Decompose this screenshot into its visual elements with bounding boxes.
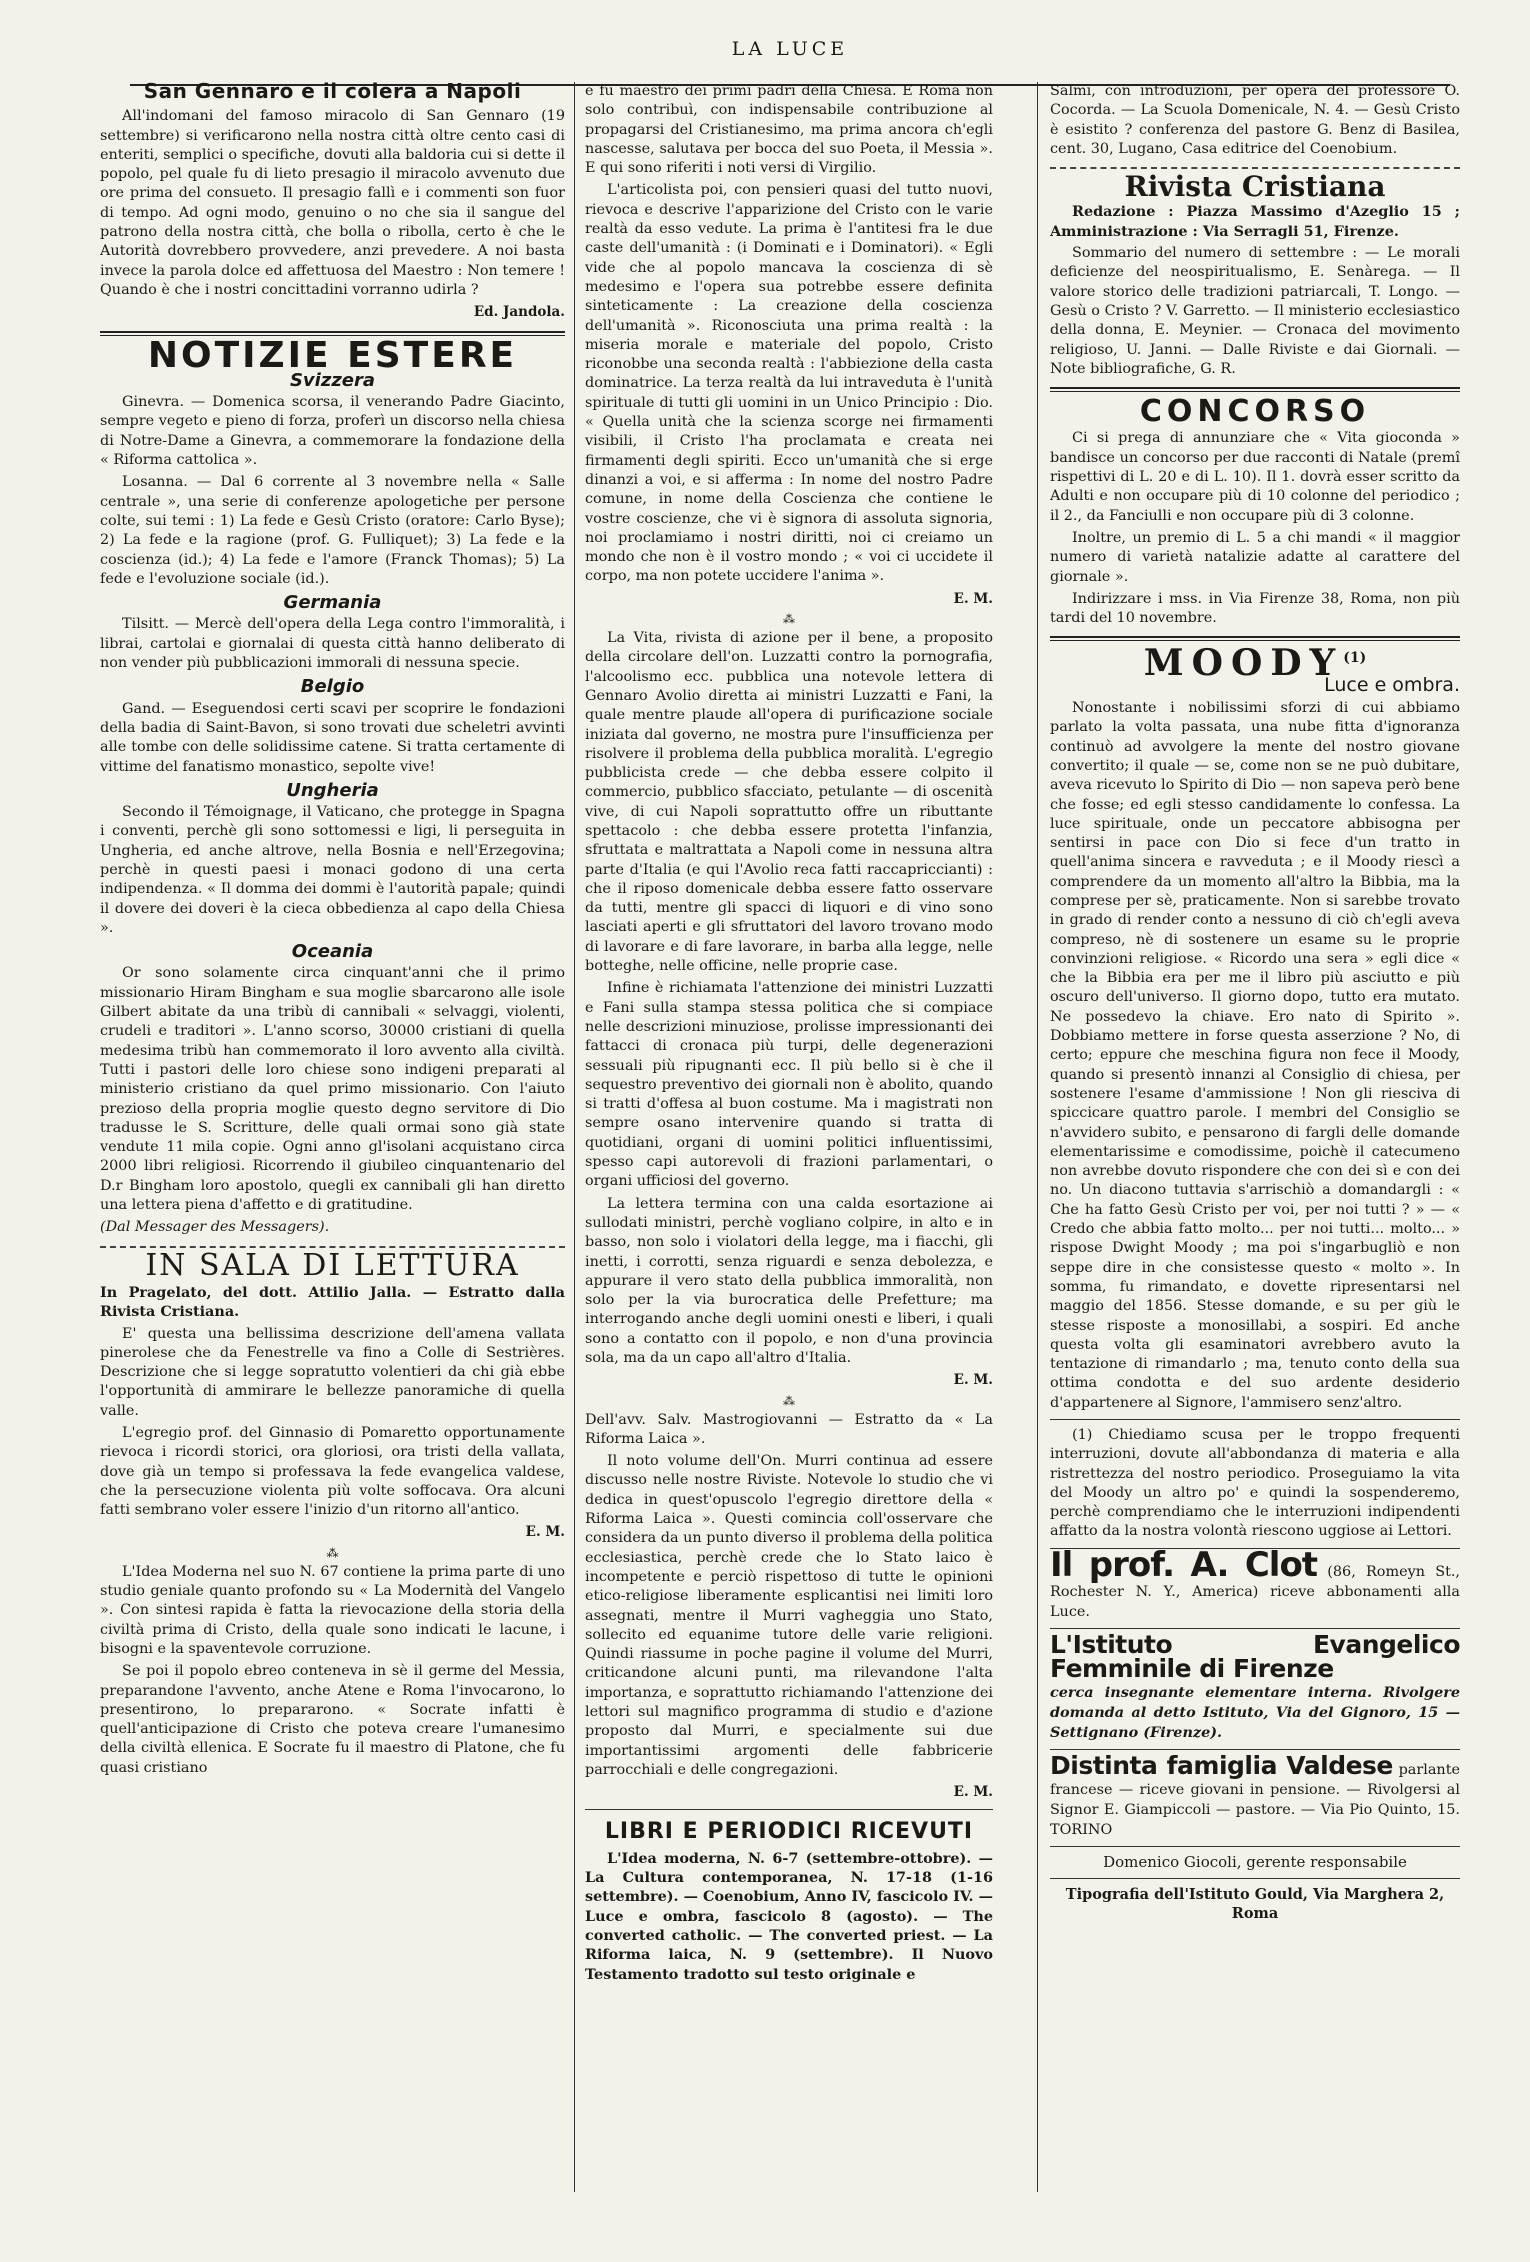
- separator-asterism: ⁂: [783, 1393, 795, 1408]
- review-item: L'Idea Moderna nel suo N. 67 contiene la prima parte di uno studio geniale quanto profondo su « La Modernità del Vangelo ». Con sintesi rapida è fatta la rievocazione della storia della civiltà prima di Cristo, della quale sono indicati le lacune, i bisogni e la spaventevole corruzione.: [100, 1563, 565, 1657]
- advert-clot: [1050, 1544, 1460, 1622]
- moody-subtitle: Luce e ombra.: [1324, 673, 1460, 696]
- review-item: E' questa una bellissima descrizione dell'amena vallata pinerolese che da Fenestrelle va fino a Colle di Sestrières. Descrizione che si legge sopratutto volentieri da chi già ebbe l'opportunità di ammirare le bellezze panoramiche di quella valle.: [100, 1325, 565, 1419]
- section-rule: [1050, 1628, 1460, 1629]
- review-item: La Vita, rivista di azione per il bene, a proposito della circolare dell'on. Luzzatti contro la pornografia, l'alcoolismo ecc. pubblica una notevole lettera di Gennaro Avolio diretta ai ministri Luzzatti e Fani, la quale mentre plaude all'opera di purificazione sociale iniziata dal governo, ne mostra pure l'insufficienza per risolvere il problema della pubblica moralità. L'egregio pubblicista crede — che debba essere colpito il commercio, pubblico sfacciato, petulante — di oscenità vive, di cui Napoli soprattutto offre un ributtante spettacolo : che debba essere protetta l'infanzia, sfruttata e maltrattata a Napoli come in nessuna altra parte d'Italia (e qui l'Avolio reca fatti raccapriccianti) : che il riposo domenicale debba essere fatto osservare da tutti, mentre gli spacci di liquori e di vino sono lasciati aperti e gli sfruttatori del lavoro trovano modo di lavorare e di fare lavorare, in barba alla legge, nelle botteghe, nelle officine, nelle proprie case.: [585, 630, 993, 975]
- advert-name: Il prof. A. Clot: [1050, 1544, 1318, 1585]
- news-item: Ginevra. — Domenica scorsa, il venerando Padre Giacinto, sempre vegeto e pieno di forza, proferì un discorso nella chiesa di Notre-Dame a Ginevra, a commemorare la fondazione della « Riforma cattolica ».: [100, 394, 565, 469]
- section-rule: [1050, 1878, 1460, 1879]
- advert-text: (86, Romeyn St., Rochester N. Y., America) riceve abbonamenti alla Luce.: [1050, 1563, 1460, 1620]
- column-divider: [1037, 82, 1038, 2192]
- gerente-responsabile: Domenico Giocoli, gerente responsabile: [1103, 1852, 1407, 1871]
- review-item: L'egregio prof. del Ginnasio di Pomaretto opportunamente rievoca i ricordi storici, ora gloriosi, ora tristi della vallata, dove già un tempo si professava la fede evangelica valdese, che la persecuzione violenta più volte soffocava. Ora alcuni fatti sembrano voler essere l'inizio d'un ritorno all'antico.: [100, 1425, 565, 1519]
- section-rule: [1050, 167, 1460, 169]
- article-signature: E. M.: [953, 590, 993, 607]
- review-item: e fu maestro dei primi padri della Chiesa. E Roma non solo contribuì, con indispensabile contribuzione al propagarsi del Cristianesimo, ma prima ancora ch'egli nascesse, salutava per bocca del suo Poeta, il Messia ». E qui sono riferiti i noti versi di Virgilio.: [585, 83, 993, 177]
- article-title-san-gennaro: San Gennaro e il colera a Napoli: [143, 82, 522, 103]
- separator-asterism: ⁂: [326, 1545, 339, 1560]
- column-divider: [574, 82, 575, 2192]
- concorso-text: Ci si prega di annunziare che « Vita gioconda » bandisce un concorso per due racconti di Natale (premî rispettivi di L. 20 e di L. 10). Il 1. dovrà esser scritto da Adulti e non occupare più di 10 colonne del periodico ; il 2., da Fanciulli e non occupare più di 3 colonne.: [1050, 430, 1460, 524]
- section-title-concorso: CONCORSO: [1139, 394, 1371, 430]
- subheading-belgio: Belgio: [300, 676, 365, 698]
- news-item: Losanna. — Dal 6 corrente al 3 novembre nella « Salle centrale », una serie di conferenze apologetiche per persone colte, sui temi : 1) La fede e Gesù Cristo (oratore: Carlo Byse); 2) La fede e la ragione (prof. G. Fulliquet); 3) La fede e la coscienza (id.); 4) La fede e l'amore (Franck Thomas); 5) La fede e l'evoluzione sociale (id.).: [100, 474, 565, 587]
- section-title-rivista-cristiana: Rivista Cristiana: [1124, 170, 1386, 204]
- rivista-summary: Sommario del numero di settembre : — Le morali deficienze del neospiritualismo, E. Senàrega. — Il valore storico delle tradizioni patriarcali, T. Longo. — Gesù o Cristo ? V. Garretto. — Il ministerio ecclesiastico della donna, E. Meynier. — Cronaca del movimento religioso, U. Janni. — Dalle Riviste e dai Giornali. — Note bibliografiche, G. R.: [1050, 245, 1460, 377]
- column-3: [1050, 82, 1460, 2182]
- article-signature: E. M.: [953, 1784, 993, 1801]
- books-list: L'Idea moderna, N. 6-7 (settembre-ottobre). — La Cultura contemporanea, N. 17-18 (1-16 settembre). — Coenobium, Anno IV, fascicolo IV. — Luce e ombra, fascicolo 8 (agosto). — The converted catholic. — The converted priest. — La Riforma laica, N. 9 (settembre). Il Nuovo Testamento tradotto sul testo originale e: [585, 1849, 993, 1983]
- footnote-marker: (1): [1343, 650, 1367, 667]
- news-source: (Dal Messager des Messagers).: [100, 1219, 330, 1236]
- section-rule: [1050, 636, 1460, 641]
- news-item: Secondo il Témoignage, il Vaticano, che protegge in Spagna i conventi, perchè gli sono sottomessi e ligi, li perseguita in Ungheria, ed anche altrove, nella Bosnia e nell'Erzegovina; perchè in questi paesi i monaci godono di una certa indipendenza. « Il domma dei dommi è l'autorità papale; quindi il dovere dei doveri è la cieca obbedienza al capo della Chiesa ».: [100, 804, 565, 936]
- review-item: Se poi il popolo ebreo conteneva in sè il germe del Messia, preparandone l'avvento, anche Atene e Roma l'invocarono, lo presentirono, lo prepararono. « Socrate infatti è quell'anticipazione di Cristo che poteva creare l'umanesimo della civiltà ellenica. E Socrate fu il maestro di Platone, che fu quasi cristiano: [100, 1663, 565, 1776]
- books-list-continued: Salmi, con introduzioni, per opera del professore O. Cocorda. — La Scuola Domenicale, N. 4. — Gesù Cristo è esistito ? conferenza del pastore G. Benz di Basilea, cent. 30, Lugano, Casa editrice del Coenobium.: [1050, 83, 1460, 157]
- column-1: [100, 82, 565, 2182]
- concorso-text: Indirizzare i mss. in Via Firenze 38, Roma, non più tardi del 10 novembre.: [1050, 590, 1460, 627]
- column-2: [585, 82, 993, 2182]
- news-item: Or sono solamente circa cinquant'anni che il primo missionario Hiram Bingham e sua moglie sbarcarono alle isole Gilbert abitate da una tribù di cannibali « selvaggi, violenti, crudeli e traditori ». L'anno scorso, 30000 cristiani di quella medesima tribù han commemorato il loro avvento alla civiltà. Tutti i pastori delle loro chiese sono indigeni preparati al ministerio cristiano da quel primo missionario. Con l'aiuto prezioso della propria moglie questo degno servitore di Dio tradusse le S. Scritture, delle quali ormai sono già state vendute 11 mila copie. Ogni anno gl'isolani acquistano circa 2000 libri religiosi. Ricorrendo il giubileo cinquantenario del D.r Bingham loro apostolo, quegli ex cannibali gli han diretto una lettera piena d'affetto e di gratitudine.: [100, 965, 565, 1214]
- article-signature: Ed. Jandola.: [473, 304, 565, 321]
- section-rule: [1050, 387, 1460, 392]
- review-item: Dell'avv. Salv. Mastrogiovanni — Estratto da « La Riforma Laica ».: [585, 1411, 993, 1447]
- section-title-libri-ricevuti: LIBRI E PERIODICI RICEVUTI: [604, 1818, 974, 1844]
- section-title-notizie-estere: NOTIZIE ESTERE: [147, 334, 518, 376]
- advert-text: cerca insegnante elementare interna. Rivolgere domanda al detto Istituto, Via del Gignoro, 15 — Settignano (Firenze).: [1050, 1683, 1460, 1741]
- section-rule: [1050, 1749, 1460, 1750]
- separator-asterism: ⁂: [783, 612, 795, 627]
- subheading-svizzera: Svizzera: [289, 369, 376, 391]
- advert-name: L'Istituto Evangelico Femminile di Firenze: [1050, 1629, 1460, 1683]
- section-rule: [585, 1809, 993, 1810]
- subheading-ungheria: Ungheria: [286, 779, 379, 801]
- article-body: All'indomani del famoso miracolo di San Gennaro (19 settembre) si verificarono nella nostra città oltre cento casi di enteriti, semplici o specifiche, dovuti alla baldoria cui si dette il popolo, pel quale fu di lieto presagio il miracolo avvenuto due ore prima del consueto. Il presagio fallì e i commenti son fuor di tempo. Ad ogni modo, genuino o no che sia il sangue del patrono della nostra città, che bolla o ribolla, certo è che le Autorità dovrebbero provvedere, anzi prevedere. A noi basta invece la parola dolce ed affettuosa del Maestro : Non temere ! Quando è che i nostri concittadini vorranno udirla ?: [100, 108, 565, 298]
- news-item: Tilsitt. — Mercè dell'opera della Lega contro l'immoralità, i librai, cartolai e giornalai di questa città hanno deliberato di non vender più pubblicazioni immorali di nessuna specie.: [100, 616, 565, 672]
- news-item: Gand. — Eseguendosi certi scavi per scoprire le fondazioni della badia di Saint-Bavon, si sono trovati due scheletri avvinti alle tombe con delle solidissime catene. Si tratta certamente di vittime del fanatismo monastico, sepolte vive!: [100, 700, 565, 775]
- section-title-sala-di-lettura: IN SALA DI LETTURA: [145, 1247, 520, 1283]
- subheading-germania: Germania: [283, 592, 382, 614]
- advert-istituto: [1050, 1629, 1460, 1743]
- section-rule: [1050, 1419, 1460, 1420]
- advert-famiglia-valdese: [1050, 1750, 1460, 1840]
- review-item: Il noto volume dell'On. Murri continua ad essere discusso nelle nostre Riviste. Notevole lo studio che vi dedica in quest'opuscolo l'egregio direttore della « Riforma Laica ». Questi comincia coll'osservare che considera da un punto diverso il problema della politica ecclesiastica, perchè crede che lo Stato laico è incompetente e perciò rispettoso di tutte le opinioni etico-religiose liberamente esplicantisi nei limiti loro assegnati, mentre il Murri vagheggia uno Stato, sollecito ed equanime tutore delle varie religioni. Quindi riassume in poche pagine il volume del Murri, criticandone alcuni punti, ma rilevandone l'alta importanza, e soprattutto richiamando l'attenzione dei lettori sul magnifico programma di studio e d'azione proposto dal Murri, e specialmente sui due importantissimi argomenti delle fabbricerie parrocchiali e delle congregazioni.: [585, 1453, 993, 1778]
- subheading-oceania: Oceania: [291, 941, 374, 963]
- advert-text: parlante francese — riceve giovani in pensione. — Rivolgersi al Signor E. Giampiccoli — pastore. — Via Pio Quinto, 15. TORINO: [1050, 1761, 1460, 1838]
- article-signature: E. M.: [525, 1524, 565, 1541]
- rivista-address: Redazione : Piazza Massimo d'Azeglio 15 ; Amministrazione : Via Serragli 51, Firenze.: [1050, 203, 1460, 240]
- review-item: Infine è richiamata l'attenzione dei ministri Luzzatti e Fani sulla stampa stessa politica che si compiace nelle descrizioni minuziose, prolisse impressionanti dei fattacci di cronaca più turpi, delle degenerazioni sessuali più ripugnanti ecc. Il più bello si è che il sequestro preventivo dei giornali non è abolito, quando si tratti d'offesa al buon costume. Ma i magistrati non sempre osano intervenire quando si tratta di quotidiani, organi di uomini politici influentissimi, spesso capi autorevoli di frazioni parlamentari, o organi ufficiosi del governo.: [585, 980, 993, 1190]
- moody-body: Nonostante i nobilissimi sforzi di cui abbiamo parlato la volta passata, una nube fitta d'ignoranza continuò ad avvolgere la mente del nostro giovane convertito; il quale — se, come non se ne può dubitare, aveva ricevuto lo Spirito di Dio — non sapeva però bene che fosse; ed egli stesso candidamente lo confessa. La luce spirituale, onde un peccatore abbisogna per sentirsi in pace con Dio si fece d'un tratto in quell'anima sincera e ravveduta ; e il Moody riescì a comprendere da un momento all'altro la Bibbia, ma la comprese per sè, praticamente. Non si sarebbe trovato in grado di render conto a nessuno di ciò ch'egli aveva compreso, nè di sostenere un esame su le proprie convinzioni religiose. « Ricordo una sera » egli dice « che la Bibbia era per me il libro più asciutto e più oscuro dell'universo. Il giorno dopo, tutto era mutato. Ne possedevo la chiave. Ero nato di Spirito ». Dobbiamo mettere in forse questa asserzione ? No, di certo; eppure che meschina figura non fece il Moody, quando si presentò innanzi al Consiglio di chiesa, per sostenere l'esame d'ammissione ! Non gli riesciva di spiccicare quattro parole. I membri del Consiglio se n'avvidero subito, e pensarono di fargli delle domande elementarissime e comodissime, poichè il catecumeno non avrebbe dovuto rispondere che con dei sì e con dei no. Un diacono tuttavia s'arrischiò a domandargli : « Che ha fatto Gesù Cristo per voi, per noi tutti ? » — « Credo che abbia fatto molto... per noi tutti... molto... » rispose Dwight Moody ; ma poi s'ingarbugliò e non seppe dire in che consistesse questo « molto ». In somma, fu rimandato, e dovette ripresentarsi nel maggio del 1856. Stesse domande, e su per giù le stesse risposte a monosillabi, a sospiri. Ed anche questa volta gli esaminatori avrebbero avuto la tentazione di rimandarlo ; ma, tenuto conto della sua ottima condotta e del suo ardente desiderio d'appartenere al Signore, l'ammisero senz'altro.: [1050, 700, 1460, 1411]
- concorso-text: Inoltre, un premio di L. 5 a chi mandi « il maggior numero di varietà natalizie adatte al carattere del giornale ».: [1050, 529, 1460, 585]
- masthead-title: LA LUCE: [731, 38, 849, 60]
- moody-footnote: (1) Chiediamo scusa per le troppo frequenti interruzioni, dovute all'abbondanza di materia e alla ristrettezza del nostro periodico. Proseguiamo la vita del Moody un altro po' e quindi la sospenderemo, perchè comprendiamo che le interruzioni indipendenti affatto da la nostra volontà riescono uggiose ai Lettori.: [1050, 1427, 1460, 1540]
- advert-name: Distinta famiglia Valdese: [1050, 1750, 1393, 1780]
- printer-imprint: Tipografia dell'Istituto Gould, Via Marghera 2, Roma: [1065, 1886, 1445, 1923]
- article-signature: E. M.: [953, 1372, 993, 1389]
- review-item: L'articolista poi, con pensieri quasi del tutto nuovi, rievoca e descrive l'apparizione del Cristo con le varie realtà da esso vedute. La prima è l'antitesi fra le due caste dell'umanità : (i Dominati e i Dominatori). « Egli vide che al popolo mancava la coscienza di sè medesimo e l'opera sua potrebbe essere definita sinteticamente : La creazione della coscienza dell'umanità ». Riconosciuta una prima realtà : la miseria morale e materiale del popolo, Cristo riconobbe una seconda realtà : l'abbiezione della casta dominatrice. La terza realtà da lui intraveduta è l'unità spirituale di tutti gli uomini in un Unico Principio : Dio. « Quella unità che la scienza scorge nei firmamenti visibili, il Cristo l'ha proclamata e creata nei firmamenti degli spiriti. Ecco un'umanità che si erge dinanzi a voi, e si afferma : In nome del nostro Padre comune, in nome della Coscienza che contiene le vostre coscienze, che vi è signora di assoluta signoria, noi proclamiamo i nostri diritti, noi ci creiamo un mondo che non è il vostro mondo ; « voi ci uccidete il corpo, ma non potete uccidere l'anima ».: [585, 182, 993, 585]
- review-item: La lettera termina con una calda esortazione ai sullodati ministri, perchè vogliano colpire, in alto e in basso, non solo i violatori della legge, ma i fiacchi, gli inetti, i corrotti, senza riguardi e senza debolezza, e appurare il vero stato della pubblica immoralità, non solo per la via burocratica delle Prefetture; ma interrogando anche degli uomini onesti e liberi, i quali sono a contatto con il popolo, e non d'una provincia sola, ma da un capo all'altro d'Italia.: [585, 1195, 993, 1366]
- masthead: [130, 32, 1450, 62]
- section-rule: [1050, 1846, 1460, 1847]
- review-item: In Pragelato, del dott. Attilio Jalla. — Estratto dalla Rivista Cristiana.: [100, 1283, 565, 1321]
- moody-title: MOODY: [1143, 642, 1344, 685]
